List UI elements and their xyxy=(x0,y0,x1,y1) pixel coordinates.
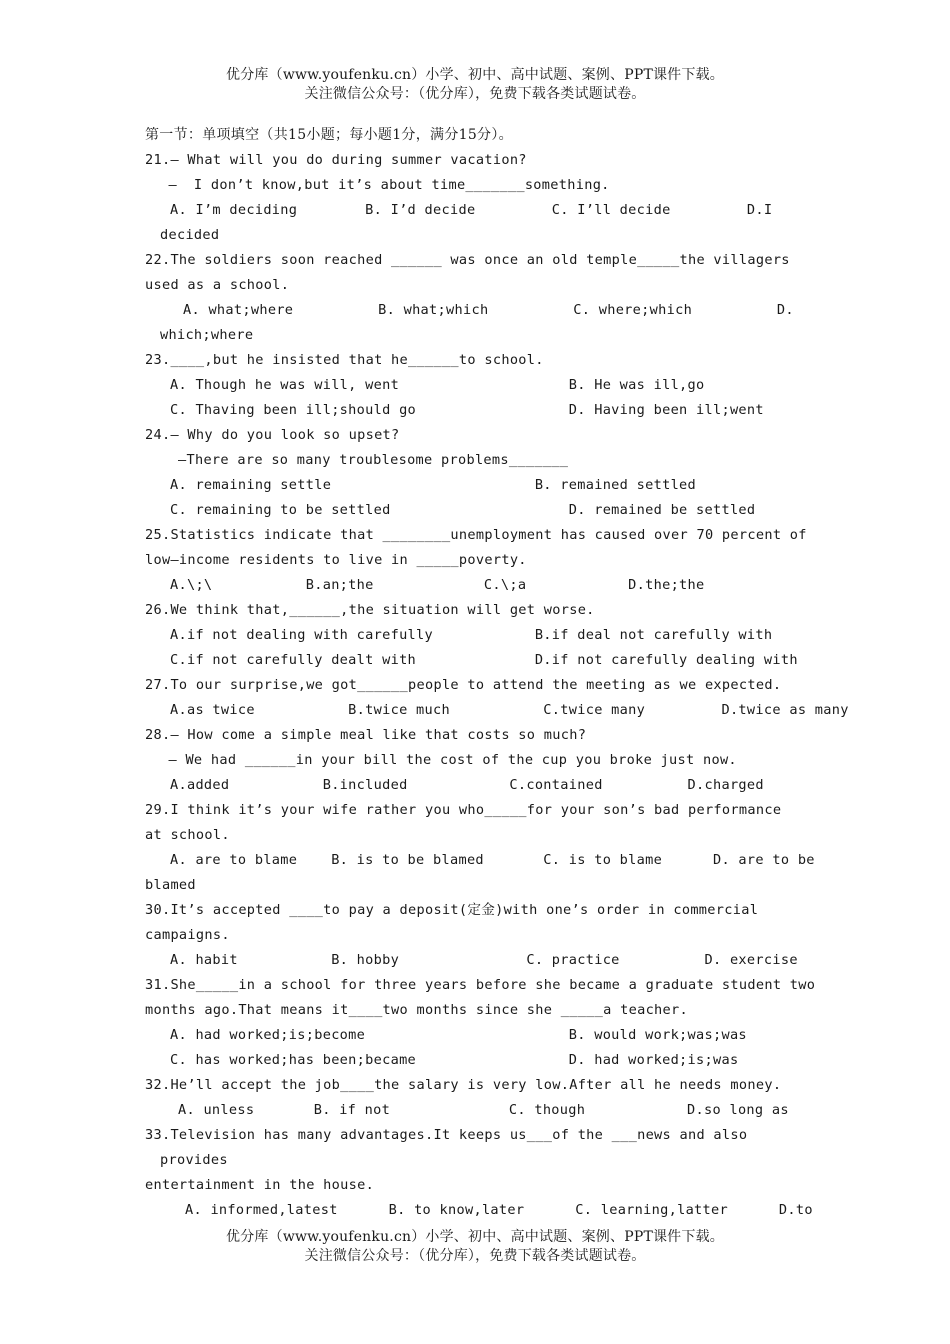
question-23: 23.____,but he insisted that he______to school. xyxy=(145,352,544,368)
question-25-options: A.\;\ B.an;the C.\;a D.the;the xyxy=(170,577,705,593)
question-33: 33.Television has many advantages.It keeps us___of the ___news and also xyxy=(145,1127,748,1143)
question-32-options: A. unless B. if not C. though D.so long as xyxy=(178,1102,789,1118)
question-25-cont: low—income residents to live in _____poverty. xyxy=(145,552,527,568)
question-21-options-cont: decided xyxy=(160,227,220,243)
question-22: 22.The soldiers soon reached ______ was once an old temple_____the villagers xyxy=(145,252,790,268)
question-33-cont-2: entertainment in the house. xyxy=(145,1177,375,1193)
question-26: 26.We think that,______,the situation will get worse. xyxy=(145,602,595,618)
question-28-options: A.added B.included C.contained D.charged xyxy=(170,777,764,793)
question-33-cont: provides xyxy=(160,1152,228,1168)
question-28: 28.— How come a simple meal like that costs so much? xyxy=(145,727,587,743)
question-21-answer: — I don’t know,but it’s about time_______something. xyxy=(160,177,610,193)
question-30-cont: campaigns. xyxy=(145,927,230,943)
question-31: 31.She_____in a school for three years before she became a graduate student two xyxy=(145,977,816,993)
footer-line-1: 优分库（www.youfenku.cn）小学、初中、高中试题、案例、PPT课件下载。 xyxy=(226,1229,724,1245)
question-29-options: A. are to blame B. is to be blamed C. is to blame D. are to be xyxy=(170,852,815,868)
question-24-options-cd: C. remaining to be settled D. remained be settled xyxy=(170,502,756,518)
question-22-options: A. what;where B. what;which C. where;which D. xyxy=(183,302,794,318)
question-28-answer: — We had ______in your bill the cost of the cup you broke just now. xyxy=(160,752,737,768)
question-30: 30.It’s accepted ____to pay a deposit(定金)with one’s order in commercial xyxy=(145,902,759,918)
question-24-answer: —There are so many troublesome problems_______ xyxy=(178,452,569,468)
question-30-options: A. habit B. hobby C. practice D. exercise xyxy=(170,952,798,968)
question-31-options-cd: C. has worked;has been;became D. had worked;is;was xyxy=(170,1052,739,1068)
question-23-options-ab: A. Though he was will, went B. He was ill,go xyxy=(170,377,705,393)
header-line-2: 关注微信公众号：（优分库），免费下载各类试题试卷。 xyxy=(304,86,646,102)
question-29: 29.I think it’s your wife rather you who_____for your son’s bad performance xyxy=(145,802,782,818)
question-21: 21.— What will you do during summer vacation? xyxy=(145,152,527,168)
question-29-options-cont: blamed xyxy=(145,877,196,893)
question-25: 25.Statistics indicate that ________unemployment has caused over 70 percent of xyxy=(145,527,807,543)
question-27-options: A.as twice B.twice much C.twice many D.twice as many xyxy=(170,702,849,718)
question-24-options-ab: A. remaining settle B. remained settled xyxy=(170,477,697,493)
question-33-options: A. informed,latest B. to know,later C. learning,latter D.to xyxy=(185,1202,813,1218)
question-24: 24.— Why do you look so upset? xyxy=(145,427,400,443)
question-21-options: A. I’m deciding B. I’d decide C. I’ll decide D.I xyxy=(170,202,773,218)
question-31-cont: months ago.That means it____two months since she _____a teacher. xyxy=(145,1002,688,1018)
question-22-options-cont: which;where xyxy=(160,327,254,343)
question-32: 32.He’ll accept the job____the salary is very low.After all he needs money. xyxy=(145,1077,782,1093)
page-footer xyxy=(0,1228,950,1266)
question-29-cont: at school. xyxy=(145,827,230,843)
section-title: 第一节：单项填空（共15小题；每小题1分，满分15分）。 xyxy=(145,127,513,143)
question-26-options-ab: A.if not dealing with carefully B.if deal not carefully with xyxy=(170,627,773,643)
question-27: 27.To our surprise,we got______people to attend the meeting as we expected. xyxy=(145,677,782,693)
header-line-1: 优分库（www.youfenku.cn）小学、初中、高中试题、案例、PPT课件下载。 xyxy=(226,67,724,83)
question-22-cont: used as a school. xyxy=(145,277,290,293)
page-header xyxy=(0,66,950,104)
footer-line-2: 关注微信公众号：（优分库），免费下载各类试题试卷。 xyxy=(304,1248,646,1264)
question-26-options-cd: C.if not carefully dealt with D.if not carefully dealing with xyxy=(170,652,798,668)
question-23-options-cd: C. Thaving been ill;should go D. Having been ill;went xyxy=(170,402,764,418)
question-31-options-ab: A. had worked;is;become B. would work;was;was xyxy=(170,1027,747,1043)
